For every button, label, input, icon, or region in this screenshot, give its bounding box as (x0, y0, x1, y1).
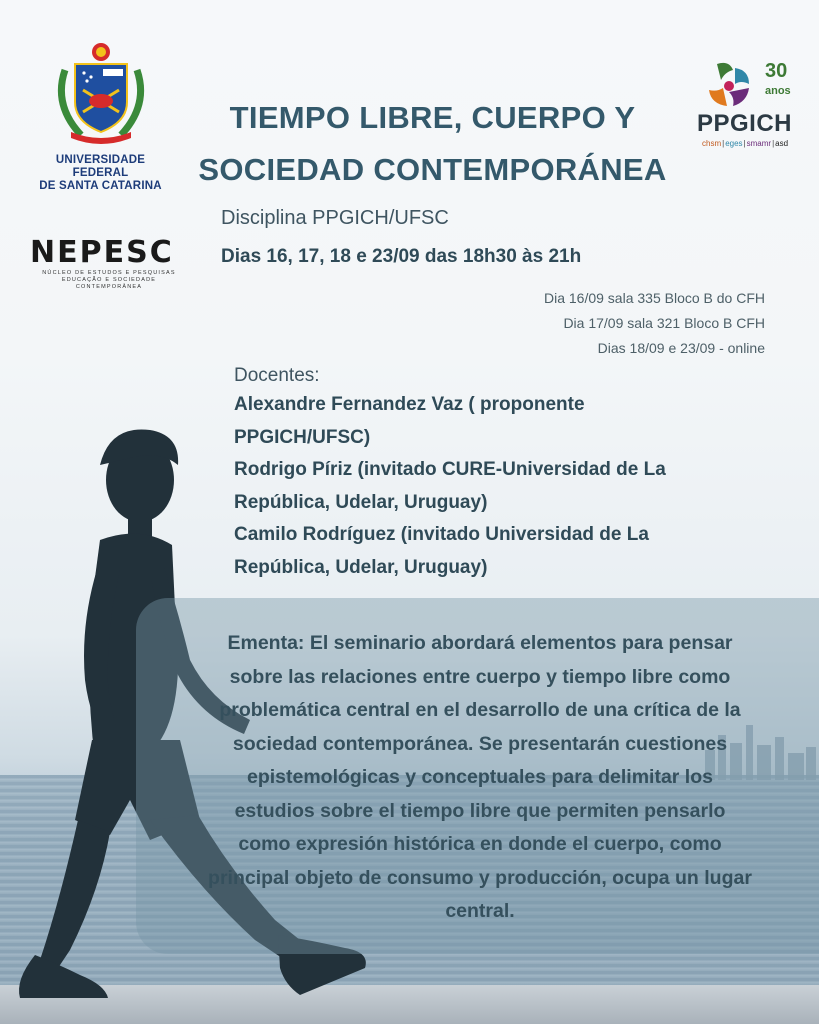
docente-line: Camilo Rodríguez (invitado Universidad de La (234, 524, 649, 545)
nepesc-subtitle (30, 270, 188, 291)
nepesc-subtitle-line2: EDUCAÇÃO E SOCIEDADE CONTEMPORÂNEA (61, 277, 157, 290)
nepesc-subtitle-line1: NÚCLEO DE ESTUDOS E PESQUISAS (42, 270, 176, 276)
docente-line: República, Udelar, Uruguay) (234, 556, 488, 578)
ppgich-subtitle: chsm|eges|smamr|asd (702, 139, 789, 148)
ppgich-years-word: anos (765, 85, 791, 97)
title-line2: SOCIEDAD CONTEMPORÁNEA (198, 152, 667, 187)
ementa-line: estudios sobre el tiempo libre que permiten pensarlo (234, 799, 726, 822)
ementa-line: epistemológicas y conceptuales para delimitar los (246, 766, 713, 788)
ppgich-swirl-icon (699, 58, 765, 112)
ementa-line: problemática central en el desarrollo de una crítica de la (219, 699, 741, 721)
docente-line: PPGICH/UFSC) (234, 426, 371, 448)
ufsc-name-line2: DE SANTA CATARINA (39, 180, 162, 192)
ppgich-sub-chsm: chsm (702, 139, 722, 148)
ppgich-name: PPGICH (697, 110, 793, 137)
title-line1: TIEMPO LIBRE, CUERPO Y (229, 100, 636, 135)
ppgich-sub-eges: eges (725, 139, 743, 148)
ppgich-sub-asd: asd (775, 139, 789, 148)
ementa-line: como expresión histórica en donde el cuerpo, como (238, 833, 722, 855)
discipline-text: Disciplina PPGICH/UFSC (221, 207, 449, 229)
nepesc-name: NEPESC (30, 235, 174, 270)
ppgich-logo (695, 58, 807, 158)
docente-line: Rodrigo Píriz (invitado CURE-Universidad de La (234, 459, 666, 480)
room-line: Dia 17/09 sala 321 Bloco B CFH (563, 315, 765, 331)
docentes-label: Docentes: (234, 365, 320, 386)
ufsc-crest-icon (51, 40, 151, 152)
docentes-section (234, 362, 754, 584)
nepesc-logo (30, 236, 190, 296)
ementa-text (160, 627, 800, 929)
ementa-line: central. (445, 900, 515, 922)
ementa-line: sociedad contemporánea. Se presentarán cuestiones (232, 732, 728, 755)
ementa-line: sobre las relaciones entre cuerpo y tiempo libre como (229, 665, 731, 688)
page-title (180, 92, 685, 196)
ppgich-sub-smamr: smamr (746, 139, 772, 148)
docente-line: República, Udelar, Uruguay) (234, 491, 488, 513)
room-line: Dias 18/09 e 23/09 - online (597, 340, 765, 356)
docente-line: Alexandre Fernandez Vaz ( proponente (234, 394, 585, 415)
ementa-line: principal objeto de consumo y producción, ocupa un lugar (208, 866, 752, 889)
ementa-line: Ementa: El seminario abordará elementos para pensar (227, 632, 733, 654)
ufsc-logo (28, 40, 173, 190)
ppgich-years-number: 30 (765, 60, 788, 82)
dates-text: Dias 16, 17, 18 e 23/09 das 18h30 às 21h (221, 246, 582, 267)
ufsc-name-line1: UNIVERSIDADE FEDERAL (55, 154, 146, 179)
room-schedule (544, 286, 765, 361)
room-line: Dia 16/09 sala 335 Bloco B do CFH (543, 290, 765, 306)
